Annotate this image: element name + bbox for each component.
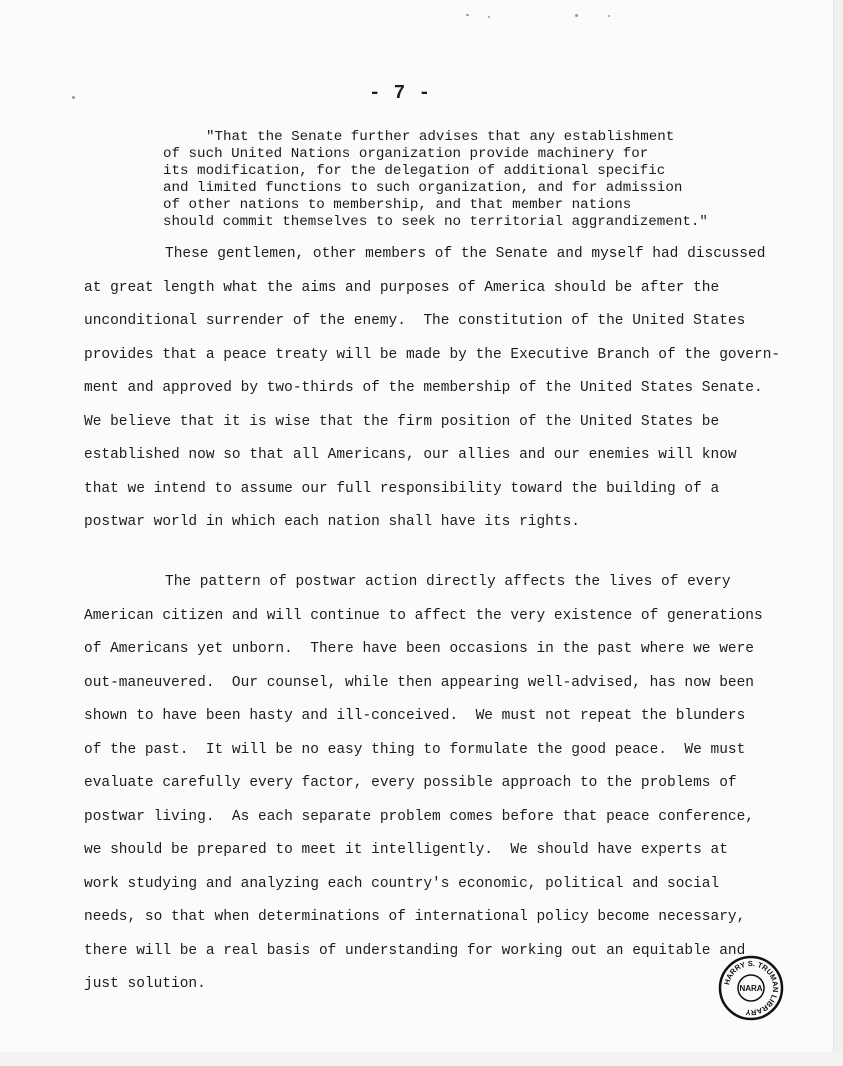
stamp-ring-text: HARRY S. TRUMAN LIBRARY xyxy=(722,958,781,1018)
quote-line: of such United Nations organization provide machinery for xyxy=(163,146,649,162)
paragraph-line: just solution. xyxy=(84,976,206,992)
paragraph-line: that we intend to assume our full responsibility toward the building of a xyxy=(84,480,720,497)
quoted-resolution xyxy=(163,129,793,231)
scan-speck xyxy=(488,16,490,18)
paragraph-line: We believe that it is wise that the firm position of the United States be xyxy=(84,413,720,430)
paragraph-senate-discussion xyxy=(84,238,804,540)
paragraph-line: postwar living. As each separate problem comes before that peace conference, xyxy=(84,808,755,825)
scan-speck xyxy=(575,14,578,17)
stamp-center-text: NARA xyxy=(739,984,763,993)
paragraph-line: out-maneuvered. Our counsel, while then appearing well-advised, has now been xyxy=(84,674,755,691)
quote-line: and limited functions to such organization, and for admission xyxy=(163,180,683,196)
paragraph-line: of the past. It will be no easy thing to formulate the good peace. We must xyxy=(84,741,746,758)
paragraph-line: unconditional surrender of the enemy. The constitution of the United States xyxy=(84,313,746,329)
paragraph-postwar-action xyxy=(84,566,804,1002)
paragraph-line: work studying and analyzing each country's economic, political and social xyxy=(84,875,720,892)
page-number: - 7 - xyxy=(368,82,431,104)
page-edge-bottom xyxy=(0,1052,843,1066)
quote-line: its modification, for the delegation of additional specific xyxy=(163,163,666,179)
paragraph-line: ment and approved by two-thirds of the membership of the United States Senate. xyxy=(84,380,763,396)
paragraph-line: provides that a peace treaty will be made by the Executive Branch of the govern- xyxy=(84,346,781,363)
paragraph-line: we should be prepared to meet it intelligently. We should have experts at xyxy=(84,842,728,858)
paragraph-line: of Americans yet unborn. There have been occasions in the past where we were xyxy=(84,641,755,657)
paragraph-line: needs, so that when determinations of international policy become necessary, xyxy=(84,909,746,925)
paragraph-line: there will be a real basis of understanding for working out an equitable and xyxy=(84,942,746,959)
page-edge-right xyxy=(833,0,843,1052)
paragraph-line: established now so that all Americans, our allies and our enemies will know xyxy=(84,447,737,463)
paragraph-line: The pattern of postwar action directly affects the lives of every xyxy=(165,574,731,590)
scan-speck xyxy=(466,14,469,16)
paragraph-line: shown to have been hasty and ill-conceived. We must not repeat the blunders xyxy=(84,708,746,724)
quote-line: "That the Senate further advises that any establishment xyxy=(206,129,675,145)
paragraph-line: American citizen and will continue to affect the very existence of generations xyxy=(84,607,763,624)
quote-line: should commit themselves to seek no territorial aggrandizement." xyxy=(163,214,708,230)
scan-speck xyxy=(608,15,610,17)
paragraph-line: at great length what the aims and purposes of America should be after the xyxy=(84,279,720,296)
quote-line: of other nations to membership, and that member nations xyxy=(163,197,632,213)
truman-library-stamp xyxy=(718,955,784,1021)
paragraph-line: evaluate carefully every factor, every possible approach to the problems of xyxy=(84,775,737,791)
paragraph-line: postwar world in which each nation shall have its rights. xyxy=(84,514,580,530)
paragraph-line: These gentlemen, other members of the Senate and myself had discussed xyxy=(165,246,766,262)
